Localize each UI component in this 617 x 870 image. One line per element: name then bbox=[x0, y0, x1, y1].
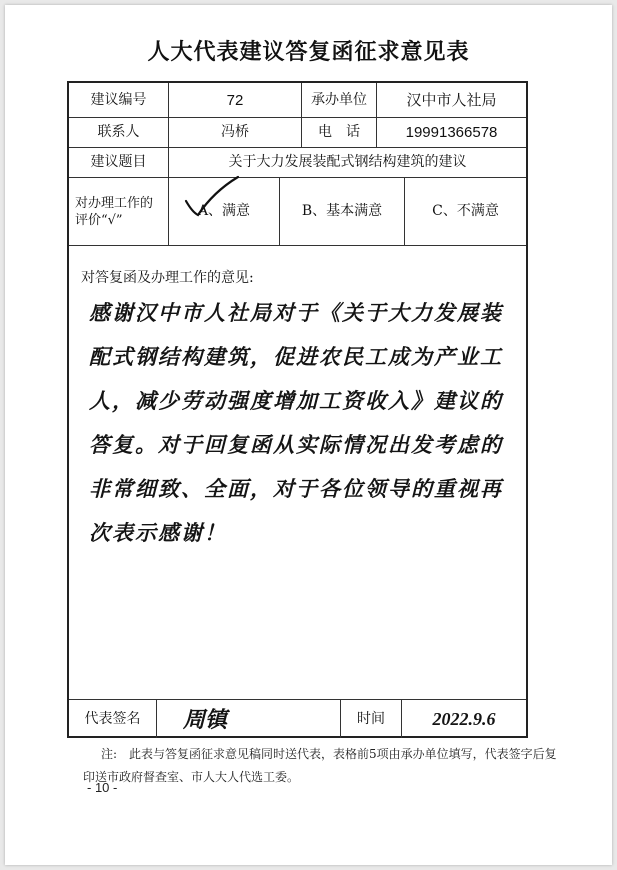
handwritten-opinion: 感谢汉中市人社局对于《关于大力发展装配式钢结构建筑，促进农民工成为产业工人，减少劳动强度增加工资收入》建议的答复。对于回复函从实际情况出发考虑的非常细致、全面，对于各位领导的重视再次表示感谢！ bbox=[89, 301, 503, 545]
proposal-no-label: 建议编号 bbox=[90, 91, 147, 108]
topic-value: 关于大力发展装配式钢结构建筑的建议 bbox=[228, 154, 467, 170]
handling-unit-label: 承办单位 bbox=[311, 91, 367, 108]
page-number: - 10 - bbox=[87, 780, 118, 795]
contact-value: 冯桥 bbox=[221, 124, 249, 140]
document-page bbox=[5, 5, 612, 865]
opinion-form-table bbox=[67, 81, 528, 738]
proposal-no-value: 72 bbox=[226, 91, 244, 109]
contact-label: 联系人 bbox=[97, 124, 140, 140]
option-basically-satisfied[interactable]: B、基本满意 bbox=[301, 203, 383, 219]
phone-value: 19991366578 bbox=[405, 124, 498, 141]
evaluation-label: 对办理工作的评价“√” bbox=[75, 195, 154, 228]
option-unsatisfied[interactable]: C、不满意 bbox=[432, 203, 499, 219]
row-divider bbox=[69, 245, 526, 246]
opinion-label: 对答复函及办理工作的意见: bbox=[81, 270, 254, 286]
time-value: 2022.9.6 bbox=[432, 708, 496, 729]
time-label: 时间 bbox=[357, 710, 385, 727]
signature-label: 代表签名 bbox=[84, 710, 141, 727]
footnote: 注: 此表与答复函征求意见稿同时送代表，表格前5项由承办单位填写，代表签字后复印送市政府督查室、市人大人代选工委。 bbox=[83, 747, 557, 784]
phone-label: 电 话 bbox=[318, 124, 360, 140]
signature-value: 周镇 bbox=[183, 706, 228, 732]
option-satisfied[interactable]: A、满意 bbox=[197, 203, 251, 219]
checkmark-icon bbox=[182, 175, 242, 227]
form-title: 人大代表建议答复函征求意见表 bbox=[147, 39, 470, 65]
topic-label: 建议题目 bbox=[90, 154, 147, 170]
handling-unit-value: 汉中市人社局 bbox=[406, 90, 497, 109]
